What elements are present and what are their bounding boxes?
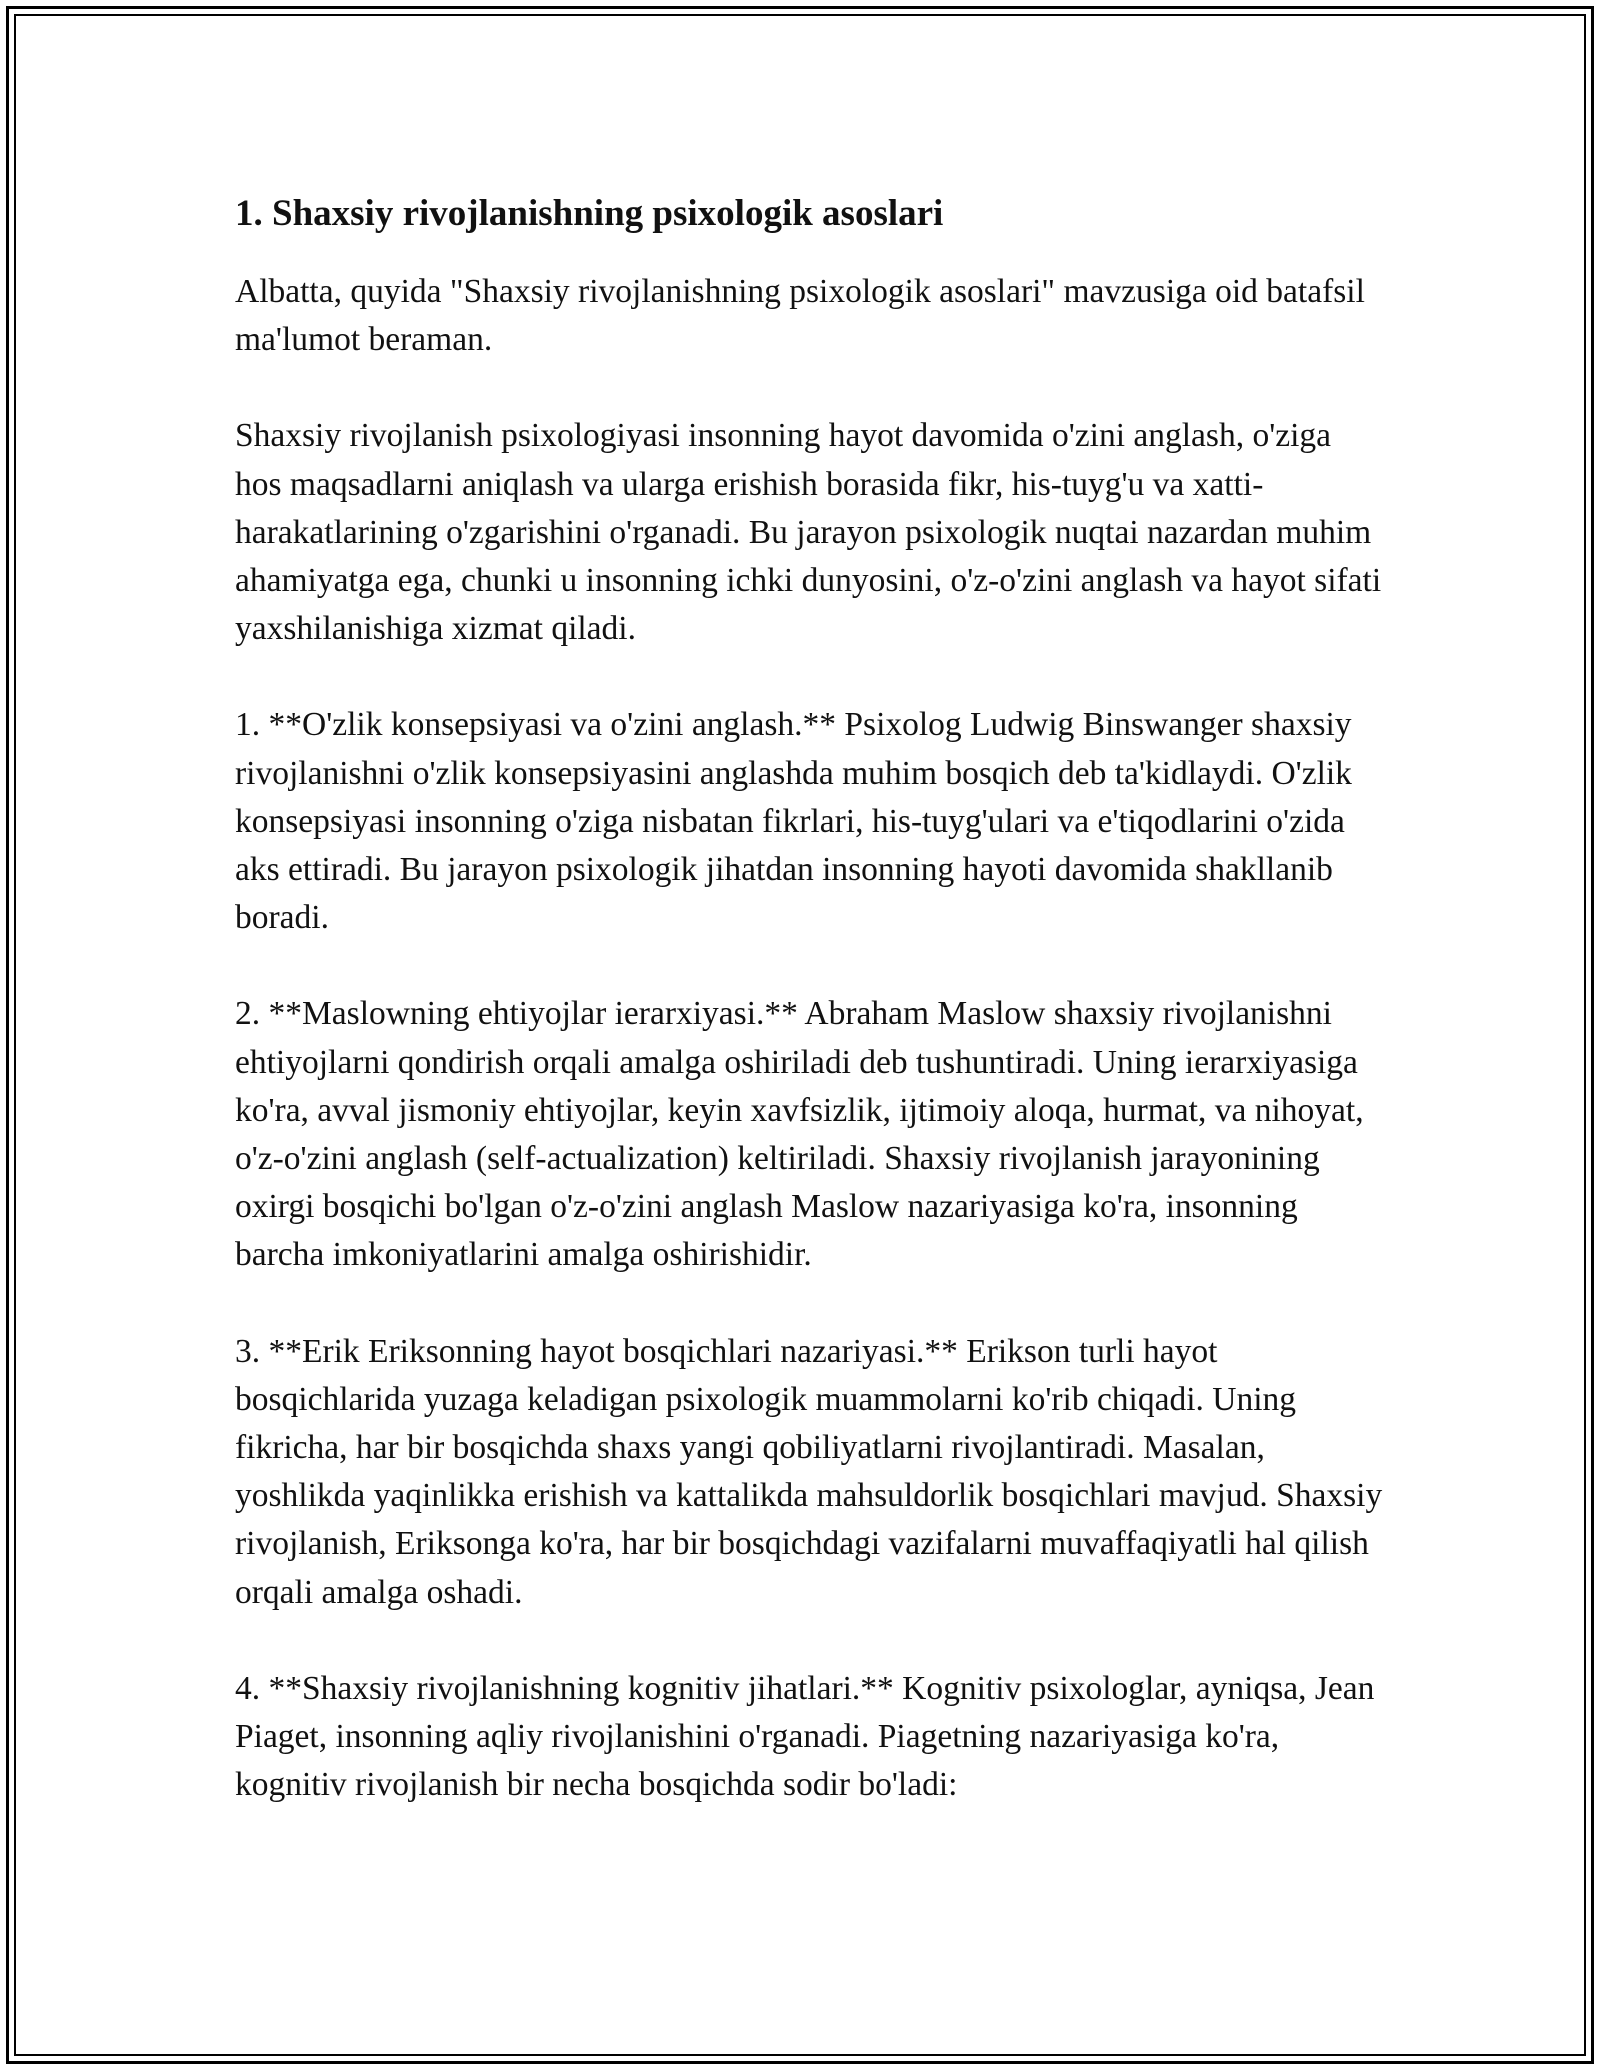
paragraph-point-4: 4. **Shaxsiy rivojlanishning kognitiv jihatlari.** Kognitiv psixologlar, ayniqsa, Jean Piaget, insonning aqliy rivojlanishini o'rganadi. Piagetning nazariyasiga ko'ra, kognitiv rivojlanish bir necha bosqichda sodir bo'ladi:: [235, 1669, 1375, 1804]
paragraph-point-2: 2. **Maslowning ehtiyojlar ierarxiyasi.** Abraham Maslow shaxsiy rivojlanishni ehtiyojlarni qondirish orqali amalga oshiriladi deb tushuntiradi. Uning ierarxiyasiga ko'ra, avval jismoniy ehtiyojlar, keyin xavfsizlik, ijtimoiy aloqa, hurmat, va nihoyat, o'z-o'zini anglash (self-actualization) keltiriladi. Shaxsiy rivojlanish jarayonining oxirgi bosqichi bo'lgan o'z-o'zini anglash Maslow nazariyasiga ko'ra, insonning barcha imkoniyatlarini amalga oshirishidir.: [235, 995, 1364, 1274]
paragraph-point-3: 3. **Erik Eriksonning hayot bosqichlari nazariyasi.** Erikson turli hayot bosqichlarida yuzaga keladigan psixologik muammolarni ko'rib chiqadi. Uning fikricha, har bir bosqichda shaxs yangi qobiliyatlarni rivojlantiradi. Masalan, yoshlikda yaqinlikka erishish va kattalikda mahsuldorlik bosqichlari mavjud. Shaxsiy rivojlanish, Eriksonga ko'ra, har bir bosqichdagi vazifalarni muvaffaqiyatli hal qilish orqali amalga oshadi.: [235, 1332, 1383, 1611]
paragraph-point-1: 1. **O'zlik konsepsiyasi va o'zini anglash.** Psixolog Ludwig Binswanger shaxsiy rivojlanishni o'zlik konsepsiyasini anglashda muhim bosqich deb ta'kidlaydi. O'zlik konsepsiyasi insonning o'ziga nisbatan fikrlari, his-tuyg'ulari va e'tiqodlarini o'zida aks ettiradi. Bu jarayon psixologik jihatdan insonning hayoti davomida shakllanib boradi.: [235, 706, 1352, 937]
document-body: [235, 188, 1385, 1857]
document-title: 1. Shaxsiy rivojlanishning psixologik asoslari: [235, 193, 944, 234]
paragraph-intro: Albatta, quyida "Shaxsiy rivojlanishning psixologik asoslari" mavzusiga oid batafsil ma'lumot beraman.: [235, 273, 1365, 359]
paragraph-overview: Shaxsiy rivojlanish psixologiyasi insonning hayot davomida o'zini anglash, o'ziga hos maqsadlarni aniqlash va ularga erishish borasida fikr, his-tuyg'u va xatti-harakatlarining o'zgarishini o'rganadi. Bu jarayon psixologik nuqtai nazardan muhim ahamiyatga ega, chunki u insonning ichki dunyosini, o'z-o'zini anglash va hayot sifati yaxshilanishiga xizmat qiladi.: [235, 417, 1382, 648]
